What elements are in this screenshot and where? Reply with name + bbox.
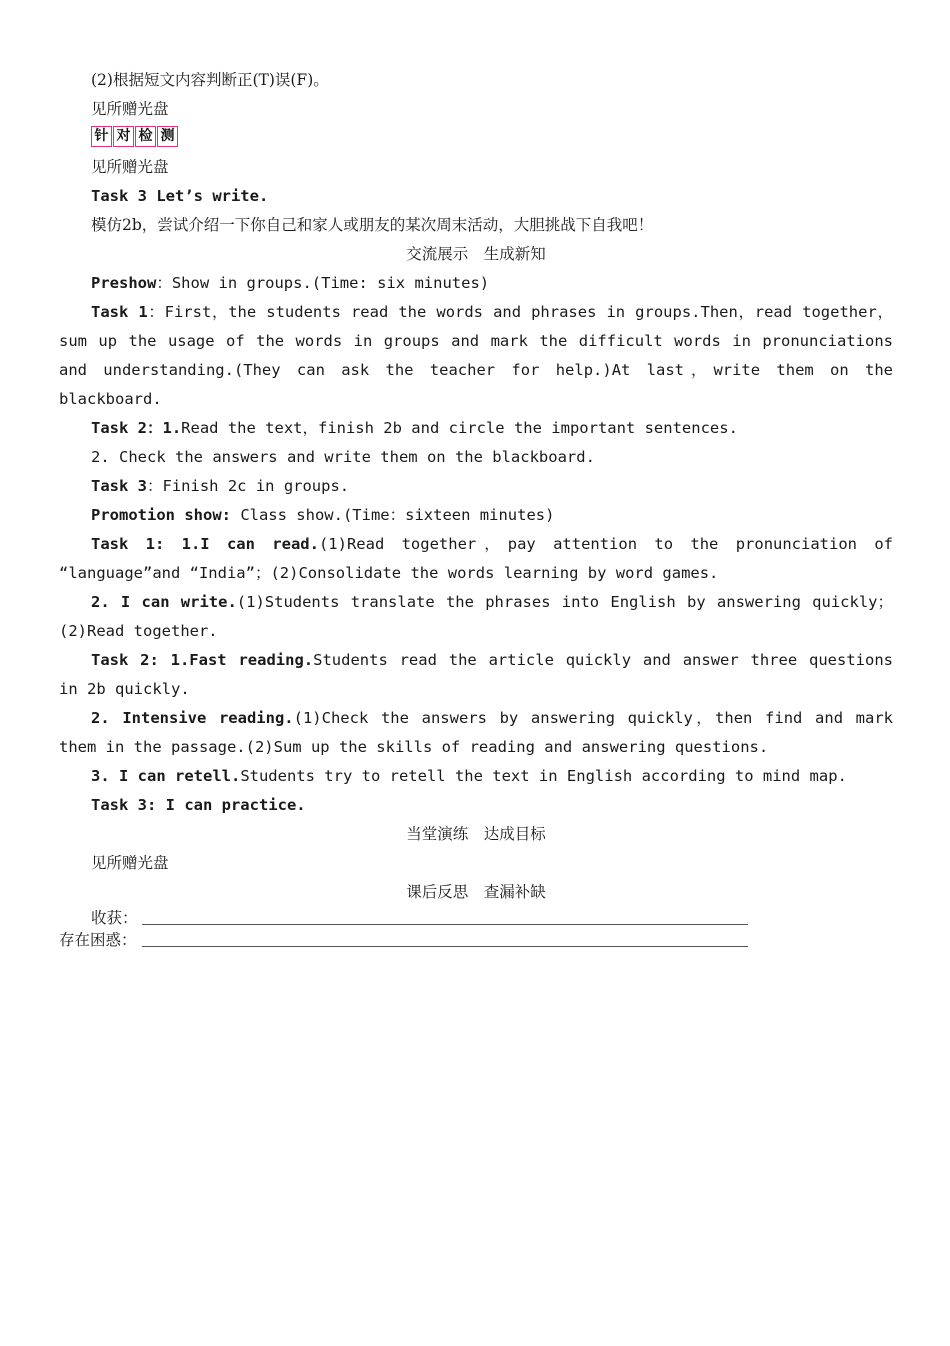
preshow-paragraph: [59, 269, 893, 298]
task2-text: Read the text，finish 2b and circle the important sentences.: [181, 419, 738, 437]
task1-label: Task 1: [91, 303, 148, 321]
task2-number: ：1.: [147, 419, 182, 437]
promo-task1-paragraph: [59, 530, 893, 588]
section-heading-exchange: 交流展示 生成新知: [406, 245, 546, 263]
task3-paragraph: [59, 472, 893, 501]
retell-text: Students try to retell the text in English according to mind map.: [240, 767, 847, 785]
task3-text: ：Finish 2c in groups.: [147, 477, 350, 495]
intensive-reading-label: 2. Intensive reading.: [91, 709, 294, 727]
badge-char: 测: [157, 126, 178, 147]
intensive-reading-text: (1)Check the answers by answering quickly，then find and mark them in the passage.(2)Sum up the skills of reading and answering questions.: [59, 709, 894, 756]
targeted-test-badge: [91, 126, 179, 147]
gain-row: [59, 907, 893, 929]
gain-blank-line[interactable]: [142, 924, 748, 925]
see-disc-note: 见所赠光盘: [91, 158, 169, 176]
targeted-test-badge-row: [59, 124, 893, 153]
see-disc-note: 见所赠光盘: [91, 854, 169, 872]
section-heading-reflection: 课后反思 查漏补缺: [406, 883, 546, 901]
promo-task1-label: Task 1: 1.I can read.: [91, 535, 319, 553]
promo-task2-label: Task 2: 1.Fast reading.: [91, 651, 314, 669]
task2-paragraph: [59, 414, 893, 443]
puzzle-row: [59, 929, 893, 951]
see-disc-note: 见所赠光盘: [91, 100, 169, 118]
promo-write-label: 2. I can write.: [91, 593, 237, 611]
badge-char: 对: [113, 126, 134, 147]
promotion-paragraph: [59, 501, 893, 530]
promotion-label: Promotion show:: [91, 506, 231, 524]
intensive-reading-paragraph: [59, 704, 893, 762]
promo-task1-text: (1)Read together，pay attention to the pronunciation of “language”and “India”；(2)Consolidate the words learning by word games.: [59, 535, 893, 582]
task1-text: ：First，the students read the words and phrases in groups.Then，read together，sum up the usage of the words in groups and mark the difficult words in pronunciations and understanding.(They can ask the teacher for help.)At last，write them on the blackboard.: [59, 303, 893, 408]
preshow-label: Preshow: [91, 274, 157, 292]
promo-task2-text: Students read the article quickly and answer three questions in 2b quickly.: [59, 651, 893, 698]
promo-task3-heading: Task 3: I can practice.: [91, 796, 306, 814]
badge-char: 检: [135, 126, 156, 147]
puzzle-blank-line[interactable]: [142, 946, 748, 947]
retell-label: 3. I can retell.: [91, 767, 241, 785]
section-heading-practice: 当堂演练 达成目标: [406, 825, 546, 843]
promo-write-text: (1)Students translate the phrases into English by answering quickly；(2)Read together.: [59, 593, 893, 640]
task3-label: Task 3: [91, 477, 147, 495]
task3-write-heading: Task 3 Let’s write.: [91, 187, 269, 205]
gain-label: 收获：: [91, 909, 138, 927]
imitate-instruction: 模仿2b，尝试介绍一下你自己和家人或朋友的某次周末活动，大胆挑战下自我吧！: [91, 216, 654, 234]
promo-task2-paragraph: [59, 646, 893, 704]
preshow-text: ：Show in groups.(Time: six minutes): [156, 274, 490, 292]
badge-char: 针: [91, 126, 112, 147]
document-page: [59, 66, 893, 951]
promo-write-paragraph: [59, 588, 893, 646]
task2-label: Task 2: [91, 419, 147, 437]
promotion-text: Class show.(Time：sixteen minutes): [230, 506, 555, 524]
task2-item2: 2. Check the answers and write them on the blackboard.: [91, 448, 595, 466]
puzzle-label: 存在困惑：: [59, 931, 137, 949]
instruction-line: (2)根据短文内容判断正(T)误(F)。: [91, 71, 329, 89]
task1-paragraph: [59, 298, 893, 414]
retell-paragraph: [59, 762, 893, 791]
